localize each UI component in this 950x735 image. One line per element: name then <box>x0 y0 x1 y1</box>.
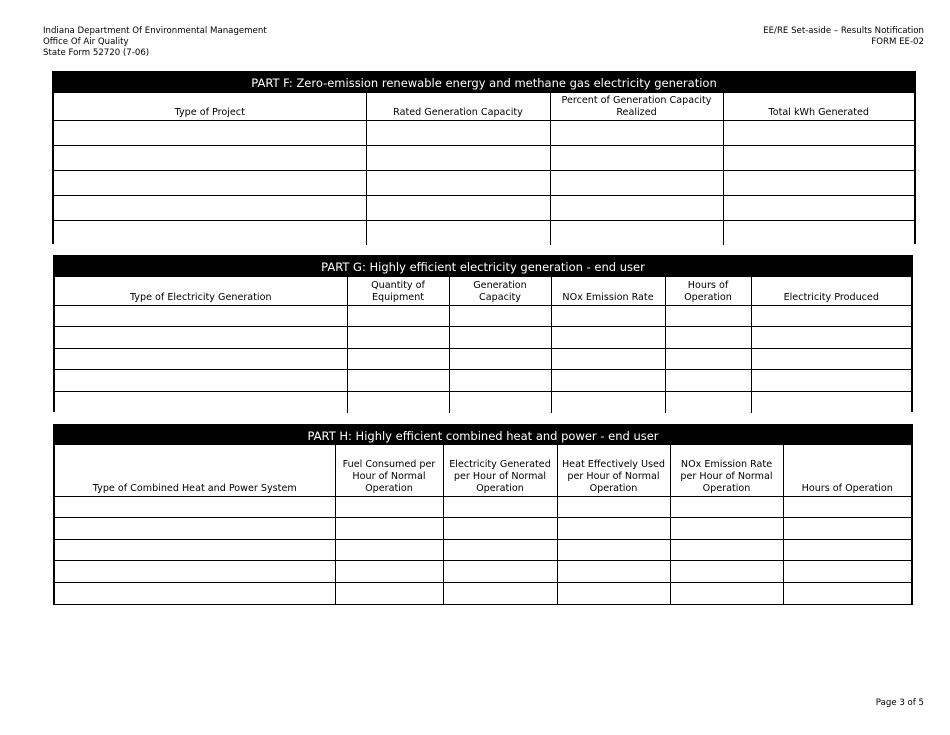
form-header <box>763 26 924 48</box>
entry-cell[interactable] <box>55 370 347 392</box>
entry-cell[interactable] <box>670 496 783 518</box>
table-row <box>54 170 914 195</box>
entry-cell[interactable] <box>557 582 670 604</box>
entry-cell[interactable] <box>670 561 783 583</box>
column-header: Total kWh Generated <box>723 93 914 120</box>
page-number: Page 3 of 5 <box>875 698 924 708</box>
entry-cell[interactable] <box>723 120 914 145</box>
entry-cell[interactable] <box>55 305 347 327</box>
entry-cell[interactable] <box>347 370 449 392</box>
entry-cell[interactable] <box>751 305 911 327</box>
entry-cell[interactable] <box>335 518 443 540</box>
entry-cell[interactable] <box>665 327 751 349</box>
entry-cell[interactable] <box>551 327 665 349</box>
entry-cell[interactable] <box>670 539 783 561</box>
entry-cell[interactable] <box>54 145 366 170</box>
entry-cell[interactable] <box>557 539 670 561</box>
entry-cell[interactable] <box>366 195 550 220</box>
entry-cell[interactable] <box>366 220 550 245</box>
table-row <box>54 145 914 170</box>
entry-cell[interactable] <box>723 195 914 220</box>
table-row <box>55 305 911 327</box>
entry-cell[interactable] <box>449 327 551 349</box>
entry-cell[interactable] <box>557 561 670 583</box>
entry-cell[interactable] <box>550 145 723 170</box>
form-id: FORM EE-02 <box>871 37 924 47</box>
table-row <box>54 120 914 145</box>
entry-cell[interactable] <box>550 220 723 245</box>
part-h-section <box>53 424 913 605</box>
entry-cell[interactable] <box>55 391 347 413</box>
entry-cell[interactable] <box>55 327 347 349</box>
entry-cell[interactable] <box>783 582 911 604</box>
entry-cell[interactable] <box>54 170 366 195</box>
entry-cell[interactable] <box>723 170 914 195</box>
entry-cell[interactable] <box>550 170 723 195</box>
entry-cell[interactable] <box>335 561 443 583</box>
entry-cell[interactable] <box>665 391 751 413</box>
state-form-number: State Form 52720 (7-06) <box>43 48 150 58</box>
part-g-title: PART G: Highly efficient electricity generation - end user <box>55 257 911 277</box>
entry-cell[interactable] <box>55 348 347 370</box>
column-header: Quantity of Equipment <box>347 277 449 305</box>
entry-cell[interactable] <box>550 120 723 145</box>
entry-cell[interactable] <box>55 539 335 561</box>
part-h-table <box>55 445 911 604</box>
table-row <box>55 582 911 604</box>
part-g-header-row <box>55 277 911 305</box>
office-name: Office Of Air Quality <box>43 37 129 47</box>
column-header: Heat Effectively Used per Hour of Normal Operation <box>557 445 670 496</box>
column-header: Percent of Generation Capacity Realized <box>550 93 723 120</box>
column-header: Fuel Consumed per Hour of Normal Operation <box>335 445 443 496</box>
table-row <box>55 518 911 540</box>
part-f-table <box>54 93 914 245</box>
entry-cell[interactable] <box>347 327 449 349</box>
entry-cell[interactable] <box>443 582 557 604</box>
part-f-header-row <box>54 93 914 120</box>
entry-cell[interactable] <box>670 518 783 540</box>
entry-cell[interactable] <box>55 518 335 540</box>
entry-cell[interactable] <box>783 496 911 518</box>
table-row <box>54 195 914 220</box>
entry-cell[interactable] <box>670 582 783 604</box>
entry-cell[interactable] <box>783 539 911 561</box>
column-header: Hours of Operation <box>783 445 911 496</box>
column-header: NOx Emission Rate <box>551 277 665 305</box>
part-f-title: PART F: Zero-emission renewable energy and methane gas electricity generation <box>54 73 914 93</box>
entry-cell[interactable] <box>751 370 911 392</box>
column-header: Rated Generation Capacity <box>366 93 550 120</box>
part-g-table <box>55 277 911 413</box>
entry-cell[interactable] <box>449 348 551 370</box>
agency-name: Indiana Department Of Environmental Management <box>43 26 267 36</box>
column-header: Type of Electricity Generation <box>55 277 347 305</box>
entry-cell[interactable] <box>55 582 335 604</box>
entry-cell[interactable] <box>347 305 449 327</box>
entry-cell[interactable] <box>443 561 557 583</box>
entry-cell[interactable] <box>550 195 723 220</box>
table-row <box>55 327 911 349</box>
table-row <box>55 496 911 518</box>
entry-cell[interactable] <box>335 496 443 518</box>
entry-cell[interactable] <box>449 370 551 392</box>
entry-cell[interactable] <box>366 120 550 145</box>
column-header: Generation Capacity <box>449 277 551 305</box>
entry-cell[interactable] <box>551 391 665 413</box>
entry-cell[interactable] <box>783 561 911 583</box>
column-header: Hours of Operation <box>665 277 751 305</box>
agency-header <box>43 26 267 59</box>
entry-cell[interactable] <box>723 145 914 170</box>
entry-cell[interactable] <box>557 496 670 518</box>
entry-cell[interactable] <box>665 370 751 392</box>
entry-cell[interactable] <box>449 391 551 413</box>
entry-cell[interactable] <box>347 348 449 370</box>
entry-cell[interactable] <box>751 348 911 370</box>
entry-cell[interactable] <box>54 195 366 220</box>
entry-cell[interactable] <box>551 348 665 370</box>
entry-cell[interactable] <box>557 518 670 540</box>
entry-cell[interactable] <box>551 305 665 327</box>
entry-cell[interactable] <box>665 305 751 327</box>
column-header: Type of Project <box>54 93 366 120</box>
table-row <box>55 539 911 561</box>
column-header: Electricity Generated per Hour of Normal Operation <box>443 445 557 496</box>
table-row <box>55 348 911 370</box>
entry-cell[interactable] <box>335 539 443 561</box>
entry-cell[interactable] <box>751 391 911 413</box>
column-header: NOx Emission Rate per Hour of Normal Operation <box>670 445 783 496</box>
entry-cell[interactable] <box>449 305 551 327</box>
entry-cell[interactable] <box>751 327 911 349</box>
entry-cell[interactable] <box>54 220 366 245</box>
part-g-section <box>53 255 913 412</box>
column-header: Type of Combined Heat and Power System <box>55 445 335 496</box>
part-h-title: PART H: Highly efficient combined heat and power - end user <box>55 426 911 445</box>
entry-cell[interactable] <box>783 518 911 540</box>
entry-cell[interactable] <box>366 170 550 195</box>
entry-cell[interactable] <box>551 370 665 392</box>
table-row <box>55 391 911 413</box>
entry-cell[interactable] <box>723 220 914 245</box>
entry-cell[interactable] <box>55 496 335 518</box>
entry-cell[interactable] <box>54 120 366 145</box>
column-header: Electricity Produced <box>751 277 911 305</box>
entry-cell[interactable] <box>335 582 443 604</box>
table-row <box>55 561 911 583</box>
part-h-header-row <box>55 445 911 496</box>
entry-cell[interactable] <box>443 539 557 561</box>
form-title: EE/RE Set-aside – Results Notification <box>763 26 924 36</box>
entry-cell[interactable] <box>55 561 335 583</box>
entry-cell[interactable] <box>366 145 550 170</box>
entry-cell[interactable] <box>665 348 751 370</box>
entry-cell[interactable] <box>347 391 449 413</box>
table-row <box>54 220 914 245</box>
entry-cell[interactable] <box>443 518 557 540</box>
part-f-section <box>52 71 916 244</box>
table-row <box>55 370 911 392</box>
entry-cell[interactable] <box>443 496 557 518</box>
